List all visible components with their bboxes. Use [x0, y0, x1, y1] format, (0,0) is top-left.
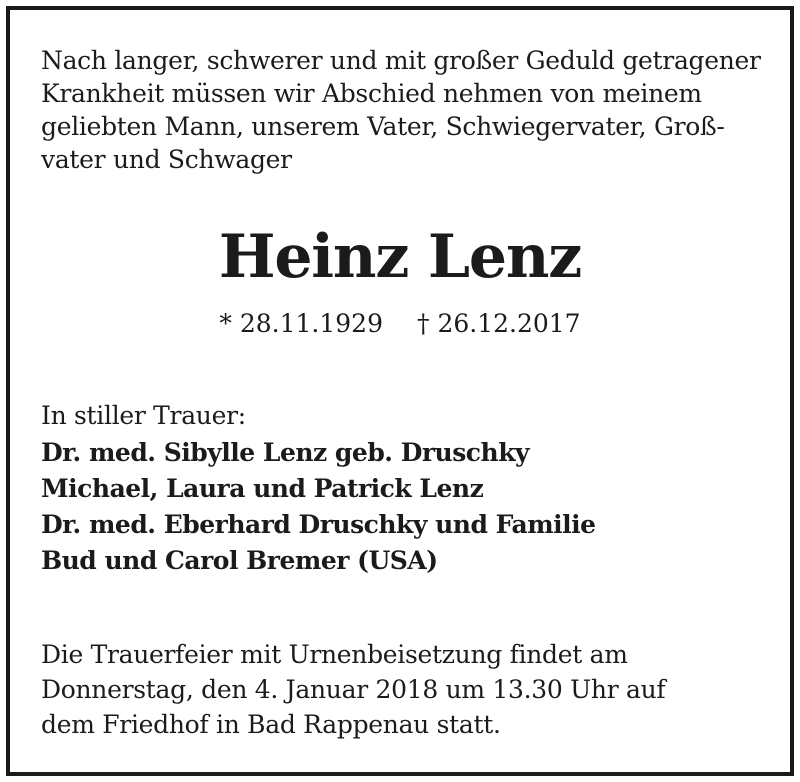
funeral-line: Die Trauerfeier mit Urnenbeisetzung findet am — [41, 640, 628, 669]
obituary-notice — [6, 6, 794, 776]
mourner-name: Dr. med. Sibylle Lenz geb. Druschky — [41, 438, 530, 467]
intro-line: geliebten Mann, unserem Vater, Schwiegervater, Groß- — [41, 112, 725, 141]
intro-line: Nach langer, schwerer und mit großer Geduld getragener — [41, 46, 761, 75]
life-dates — [10, 308, 790, 340]
mourners-label: In stiller Trauer: — [41, 401, 246, 430]
deceased-name: Heinz Lenz — [218, 222, 582, 292]
funeral-info — [41, 637, 771, 742]
funeral-line: dem Friedhof in Bad Rappenau statt. — [41, 710, 501, 739]
funeral-line: Donnerstag, den 4. Januar 2018 um 13.30 Uhr auf — [41, 675, 666, 704]
intro-text — [41, 44, 771, 176]
mourners-list — [41, 435, 596, 579]
mourner-name: Bud und Carol Bremer (USA) — [41, 546, 438, 575]
intro-line: vater und Schwager — [41, 145, 292, 174]
death-date: † 26.12.2017 — [417, 309, 581, 338]
mourner-name: Michael, Laura und Patrick Lenz — [41, 474, 484, 503]
mourner-name: Dr. med. Eberhard Druschky und Familie — [41, 510, 596, 539]
birth-date: * 28.11.1929 — [219, 309, 383, 338]
intro-line: Krankheit müssen wir Abschied nehmen von meinem — [41, 79, 702, 108]
